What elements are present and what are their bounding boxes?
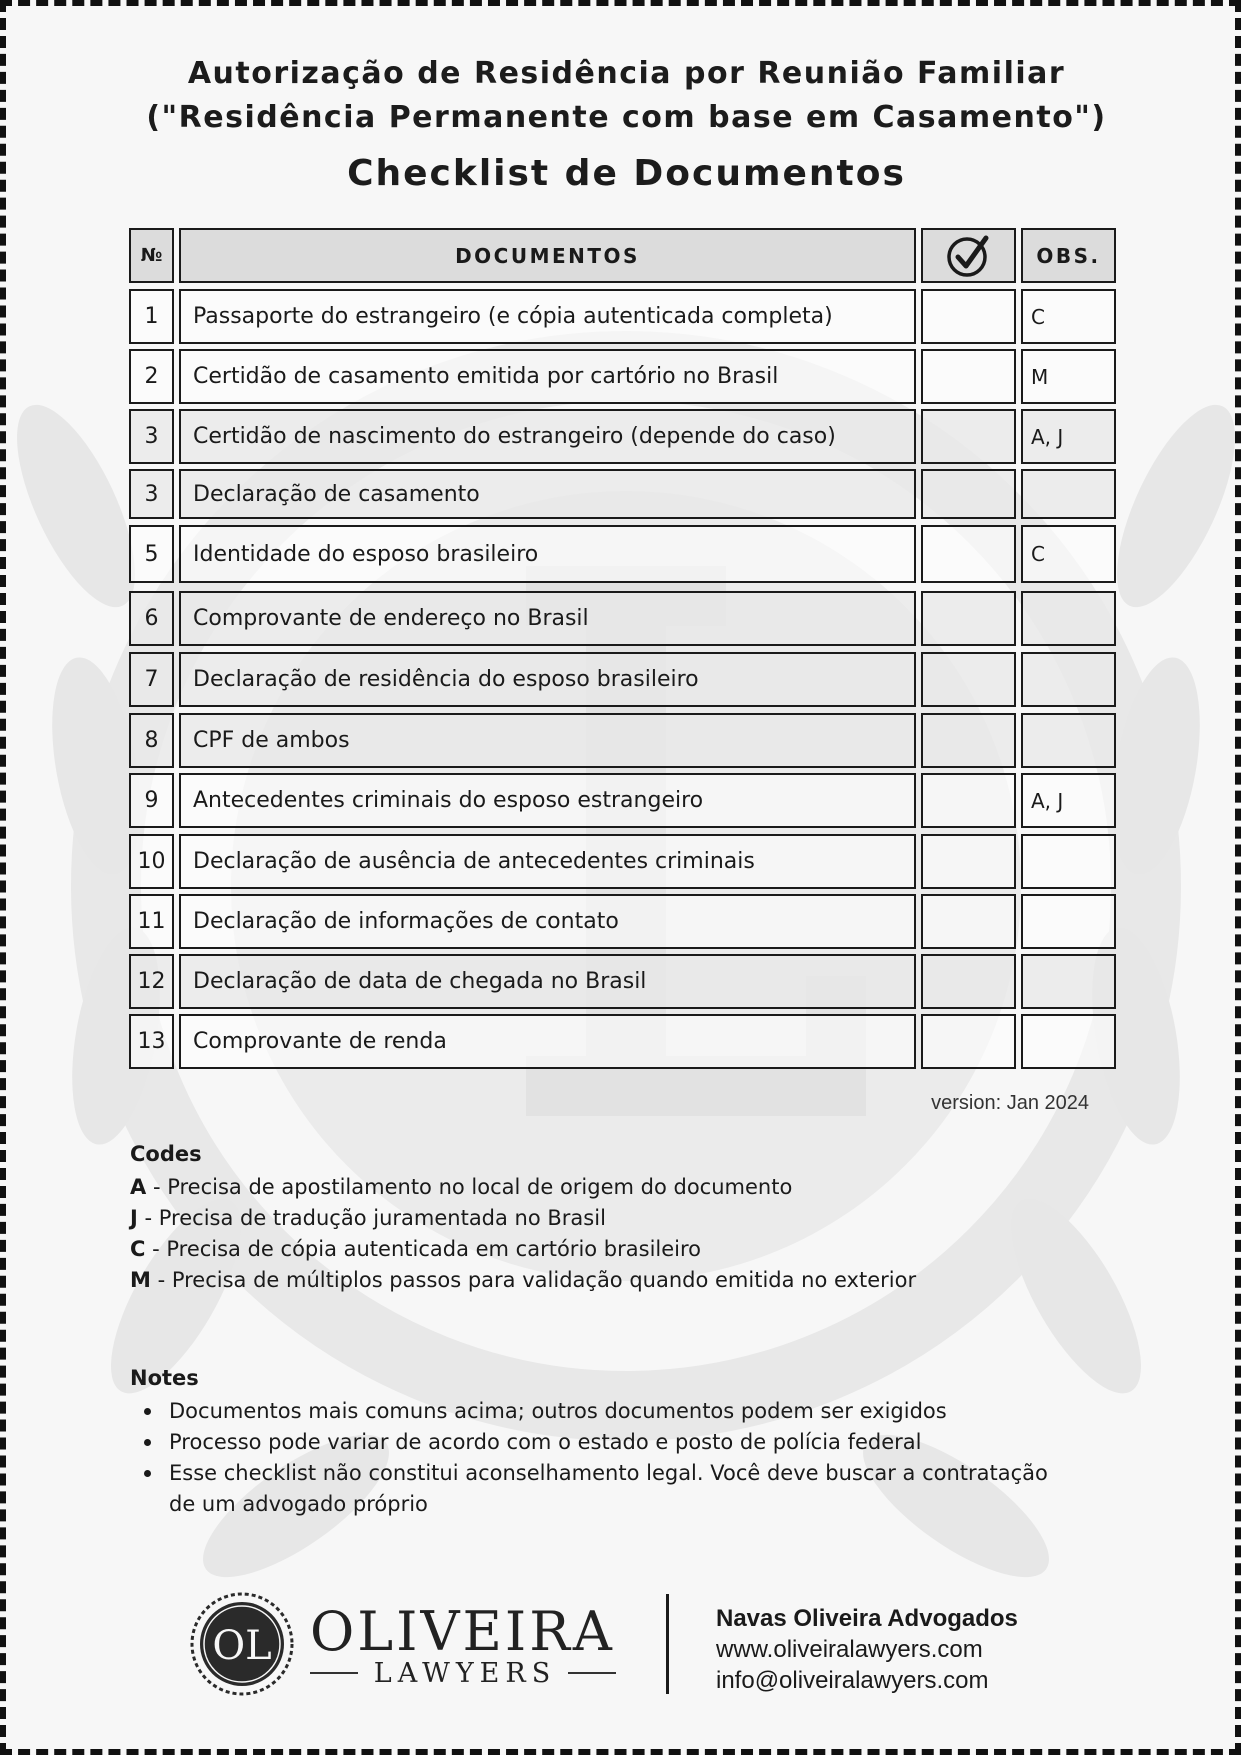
code-description: - Precisa de cópia autenticada em cartório brasileiro <box>145 1237 702 1261</box>
row-number: 2 <box>129 349 174 404</box>
row-document: Declaração de informações de contato <box>179 894 916 949</box>
row-document: Passaporte do estrangeiro (e cópia autenticada completa) <box>179 289 916 344</box>
row-number: 12 <box>129 954 174 1009</box>
table-header <box>129 228 1116 283</box>
row-checkbox[interactable] <box>921 591 1016 646</box>
row-checkbox[interactable] <box>921 469 1016 519</box>
column-header-number: № <box>129 228 174 283</box>
code-item <box>130 1172 1130 1203</box>
row-obs: A, J <box>1021 773 1116 828</box>
table-row <box>129 652 1116 707</box>
row-document: Certidão de nascimento do estrangeiro (depende do caso) <box>179 409 916 464</box>
row-document: Declaração de data de chegada no Brasil <box>179 954 916 1009</box>
table-row <box>129 525 1116 583</box>
check-circle-icon <box>946 233 992 279</box>
row-obs: M <box>1021 349 1116 404</box>
version-label: version: Jan 2024 <box>931 1092 1089 1114</box>
table-row <box>129 591 1116 646</box>
row-document: CPF de ambos <box>179 713 916 768</box>
firm-name: Navas Oliveira Advogados <box>716 1605 1018 1632</box>
table-row <box>129 409 1116 464</box>
code-description: - Precisa de apostilamento no local de origem do documento <box>146 1175 793 1199</box>
row-obs <box>1021 1014 1116 1069</box>
row-number: 10 <box>129 834 174 889</box>
column-header-documents: DOCUMENTOS <box>179 228 916 283</box>
code-letter: C <box>130 1237 146 1261</box>
firm-contact <box>716 1603 1018 1696</box>
note-item: Processo pode variar de acordo com o estado e posto de polícia federal <box>130 1427 1050 1458</box>
row-number: 13 <box>129 1014 174 1069</box>
row-obs: C <box>1021 525 1116 583</box>
document-title: Autorização de Residência por Reunião Familiar <box>187 56 1066 91</box>
row-document: Comprovante de endereço no Brasil <box>179 591 916 646</box>
table-row <box>129 1014 1116 1069</box>
table-row <box>129 894 1116 949</box>
logo-subtitle: LAWYERS <box>373 1658 557 1689</box>
row-obs <box>1021 713 1116 768</box>
row-number: 3 <box>129 469 174 519</box>
column-header-obs: OBS. <box>1021 228 1116 283</box>
code-item <box>130 1234 1130 1265</box>
row-document: Declaração de casamento <box>179 469 916 519</box>
row-checkbox[interactable] <box>921 349 1016 404</box>
logo-rule-right <box>568 1672 616 1674</box>
logo-monogram: OL <box>212 1623 272 1669</box>
row-obs: C <box>1021 289 1116 344</box>
row-document: Declaração de ausência de antecedentes criminais <box>179 834 916 889</box>
row-number: 11 <box>129 894 174 949</box>
row-checkbox[interactable] <box>921 525 1016 583</box>
code-letter: A <box>130 1175 147 1199</box>
row-checkbox[interactable] <box>921 894 1016 949</box>
row-number: 6 <box>129 591 174 646</box>
table-row <box>129 773 1116 828</box>
document-title-subline: ("Residência Permanente com base em Casamento") <box>146 100 1107 135</box>
notes-list <box>130 1396 1050 1520</box>
row-checkbox[interactable] <box>921 1014 1016 1069</box>
code-description: - Precisa de múltiplos passos para validação quando emitida no exterior <box>150 1268 917 1292</box>
row-document: Identidade do esposo brasileiro <box>179 525 916 583</box>
table-row <box>129 834 1116 889</box>
row-obs <box>1021 469 1116 519</box>
row-obs: A, J <box>1021 409 1116 464</box>
table-row <box>129 349 1116 404</box>
row-checkbox[interactable] <box>921 713 1016 768</box>
firm-website-link[interactable]: www.oliveiralawyers.com <box>716 1636 983 1663</box>
codes-heading: Codes <box>130 1142 202 1166</box>
row-obs <box>1021 894 1116 949</box>
row-checkbox[interactable] <box>921 954 1016 1009</box>
table-row <box>129 469 1116 519</box>
codes-list <box>130 1172 1130 1296</box>
logo-rule-left <box>310 1672 358 1674</box>
logo-wordmark: OLIVEIRA <box>310 1600 615 1663</box>
code-item <box>130 1203 1130 1234</box>
column-header-check <box>921 228 1016 283</box>
row-obs <box>1021 954 1116 1009</box>
code-description: - Precisa de tradução juramentada no Brasil <box>137 1206 606 1230</box>
notes-heading: Notes <box>130 1366 199 1390</box>
row-checkbox[interactable] <box>921 652 1016 707</box>
row-number: 9 <box>129 773 174 828</box>
code-letter: M <box>130 1268 151 1292</box>
row-obs <box>1021 652 1116 707</box>
row-number: 5 <box>129 525 174 583</box>
logo-subline <box>310 1658 620 1688</box>
row-obs <box>1021 591 1116 646</box>
firm-email-link[interactable]: info@oliveiralawyers.com <box>716 1667 989 1694</box>
note-item: Esse checklist não constitui aconselhamento legal. Você deve buscar a contratação de um advogado próprio <box>130 1458 1050 1520</box>
table-row <box>129 289 1116 344</box>
firm-logo-emblem <box>189 1591 295 1697</box>
row-document: Antecedentes criminais do esposo estrangeiro <box>179 773 916 828</box>
row-checkbox[interactable] <box>921 409 1016 464</box>
footer-divider <box>666 1594 669 1694</box>
row-checkbox[interactable] <box>921 773 1016 828</box>
note-item: Documentos mais comuns acima; outros documentos podem ser exigidos <box>130 1396 1050 1427</box>
row-number: 1 <box>129 289 174 344</box>
row-number: 3 <box>129 409 174 464</box>
row-document: Declaração de residência do esposo brasileiro <box>179 652 916 707</box>
row-number: 7 <box>129 652 174 707</box>
row-obs <box>1021 834 1116 889</box>
table-row <box>129 954 1116 1009</box>
code-item <box>130 1265 1130 1296</box>
code-letter: J <box>130 1206 138 1230</box>
table-row <box>129 713 1116 768</box>
row-number: 8 <box>129 713 174 768</box>
row-document: Comprovante de renda <box>179 1014 916 1069</box>
row-checkbox[interactable] <box>921 289 1016 344</box>
row-checkbox[interactable] <box>921 834 1016 889</box>
checklist-heading: Checklist de Documentos <box>347 153 906 194</box>
row-document: Certidão de casamento emitida por cartório no Brasil <box>179 349 916 404</box>
